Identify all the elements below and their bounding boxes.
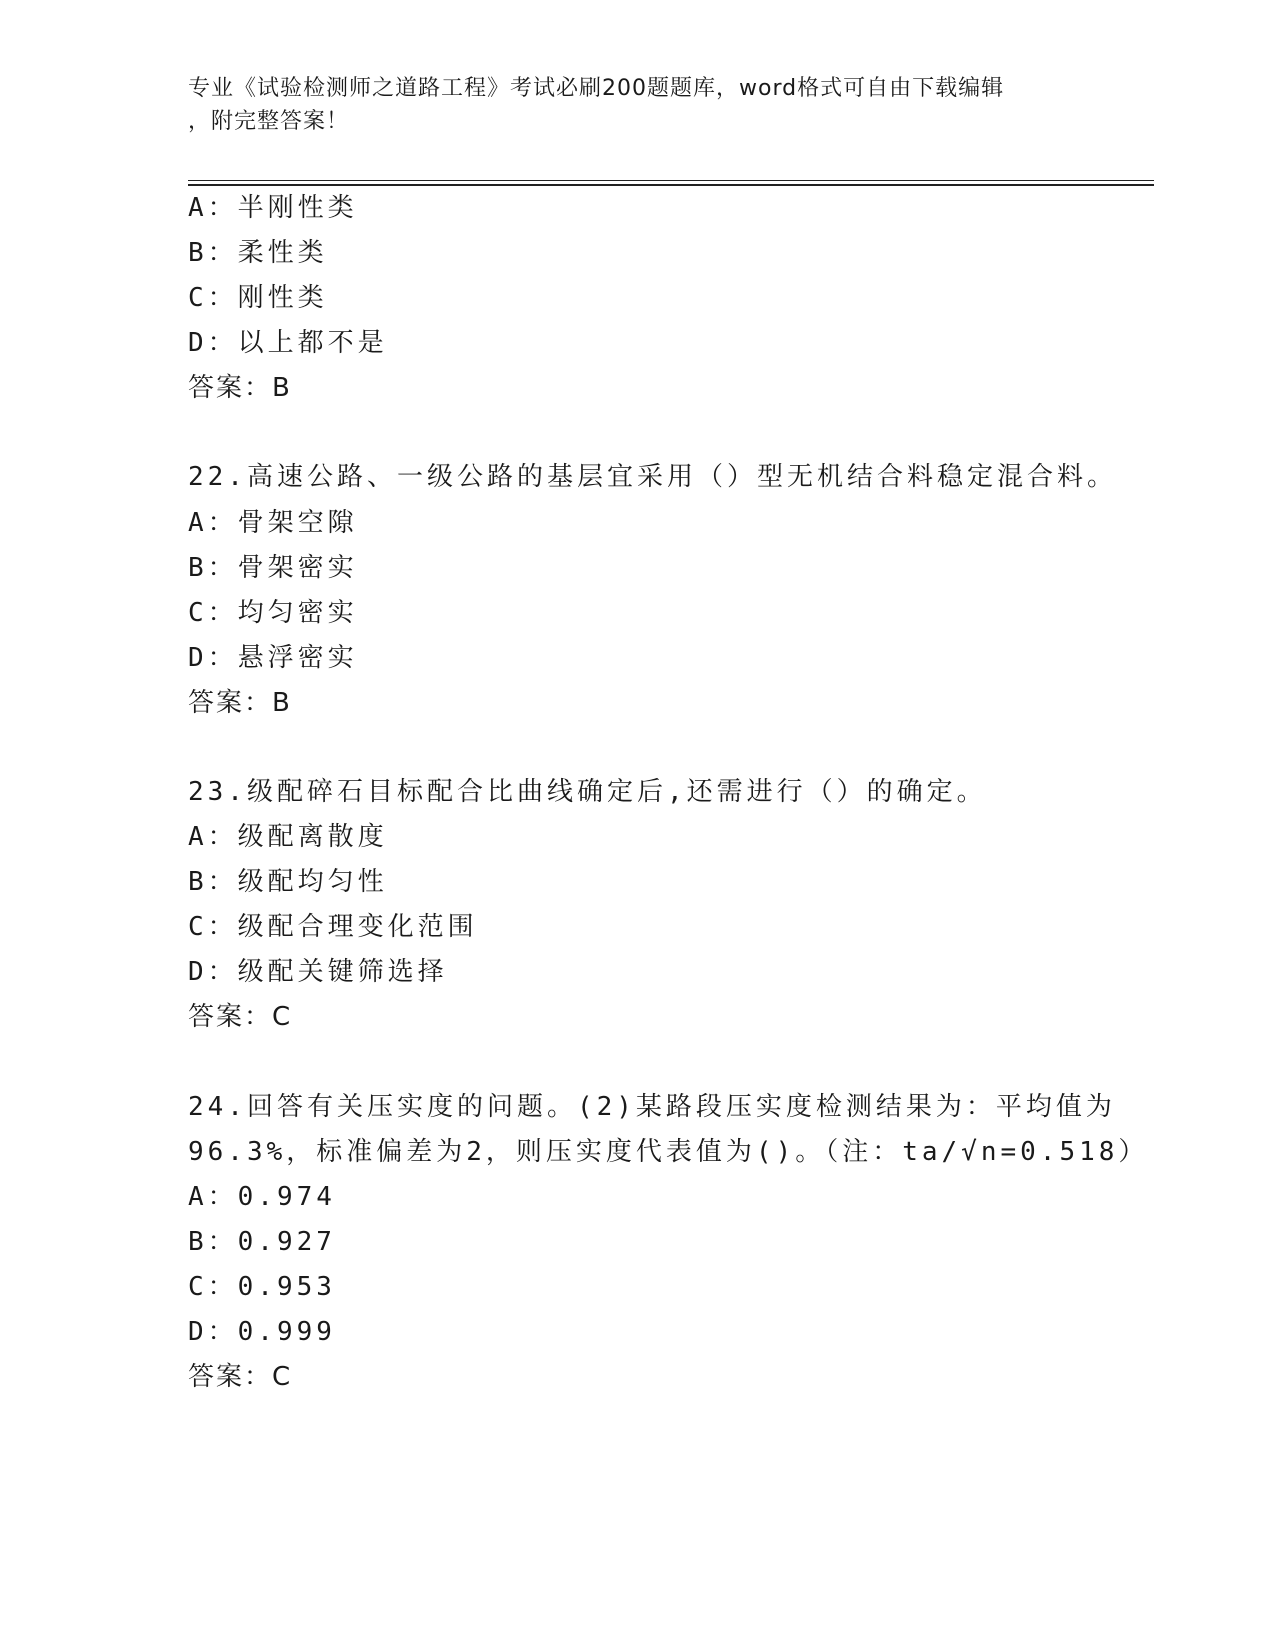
q22-answer: 答案：B (188, 688, 292, 718)
q23-option-c: C：级配合理变化范围 (188, 912, 478, 942)
header-divider-thin (188, 180, 1154, 181)
header-title-line-1: 专业《试验检测师之道路工程》考试必刷200题题库，word格式可自由下载编辑 (188, 76, 1005, 101)
q24-stem-line-1: 24.回答有关压实度的问题。(2)某路段压实度检测结果为：平均值为 (188, 1092, 1116, 1122)
q22-stem: 22.高速公路、一级公路的基层宜采用（）型无机结合料稳定混合料。 (188, 462, 1117, 492)
q21-option-a: A：半刚性类 (188, 193, 358, 223)
q24-stem-line-2: 96.3%，标准偏差为2，则压实度代表值为()。（注：ta/√n=0.518） (188, 1137, 1149, 1167)
q22-option-a: A：骨架空隙 (188, 508, 358, 538)
q21-option-b: B：柔性类 (188, 238, 328, 268)
q23-stem: 23.级配碎石目标配合比曲线确定后,还需进行（）的确定。 (188, 777, 987, 807)
q21-option-c: C：刚性类 (188, 283, 328, 313)
q23-answer: 答案：C (188, 1002, 293, 1032)
q24-option-a: A：0.974 (188, 1182, 336, 1212)
q22-option-d: D：悬浮密实 (188, 643, 358, 673)
q24-option-c: C：0.953 (188, 1272, 336, 1302)
q23-option-a: A：级配离散度 (188, 822, 388, 852)
q21-option-d: D：以上都不是 (188, 328, 388, 358)
q23-option-b: B：级配均匀性 (188, 867, 388, 897)
header-title-line-2: ，附完整答案！ (188, 109, 350, 134)
q21-answer: 答案：B (188, 373, 292, 403)
q22-option-b: B：骨架密实 (188, 553, 358, 583)
header-divider-thick (188, 184, 1154, 186)
q24-option-d: D：0.999 (188, 1317, 336, 1347)
q24-answer: 答案：C (188, 1362, 293, 1392)
q24-option-b: B：0.927 (188, 1227, 336, 1257)
q23-option-d: D：级配关键筛选择 (188, 957, 448, 987)
document-header (188, 72, 1088, 138)
q22-option-c: C：均匀密实 (188, 598, 358, 628)
